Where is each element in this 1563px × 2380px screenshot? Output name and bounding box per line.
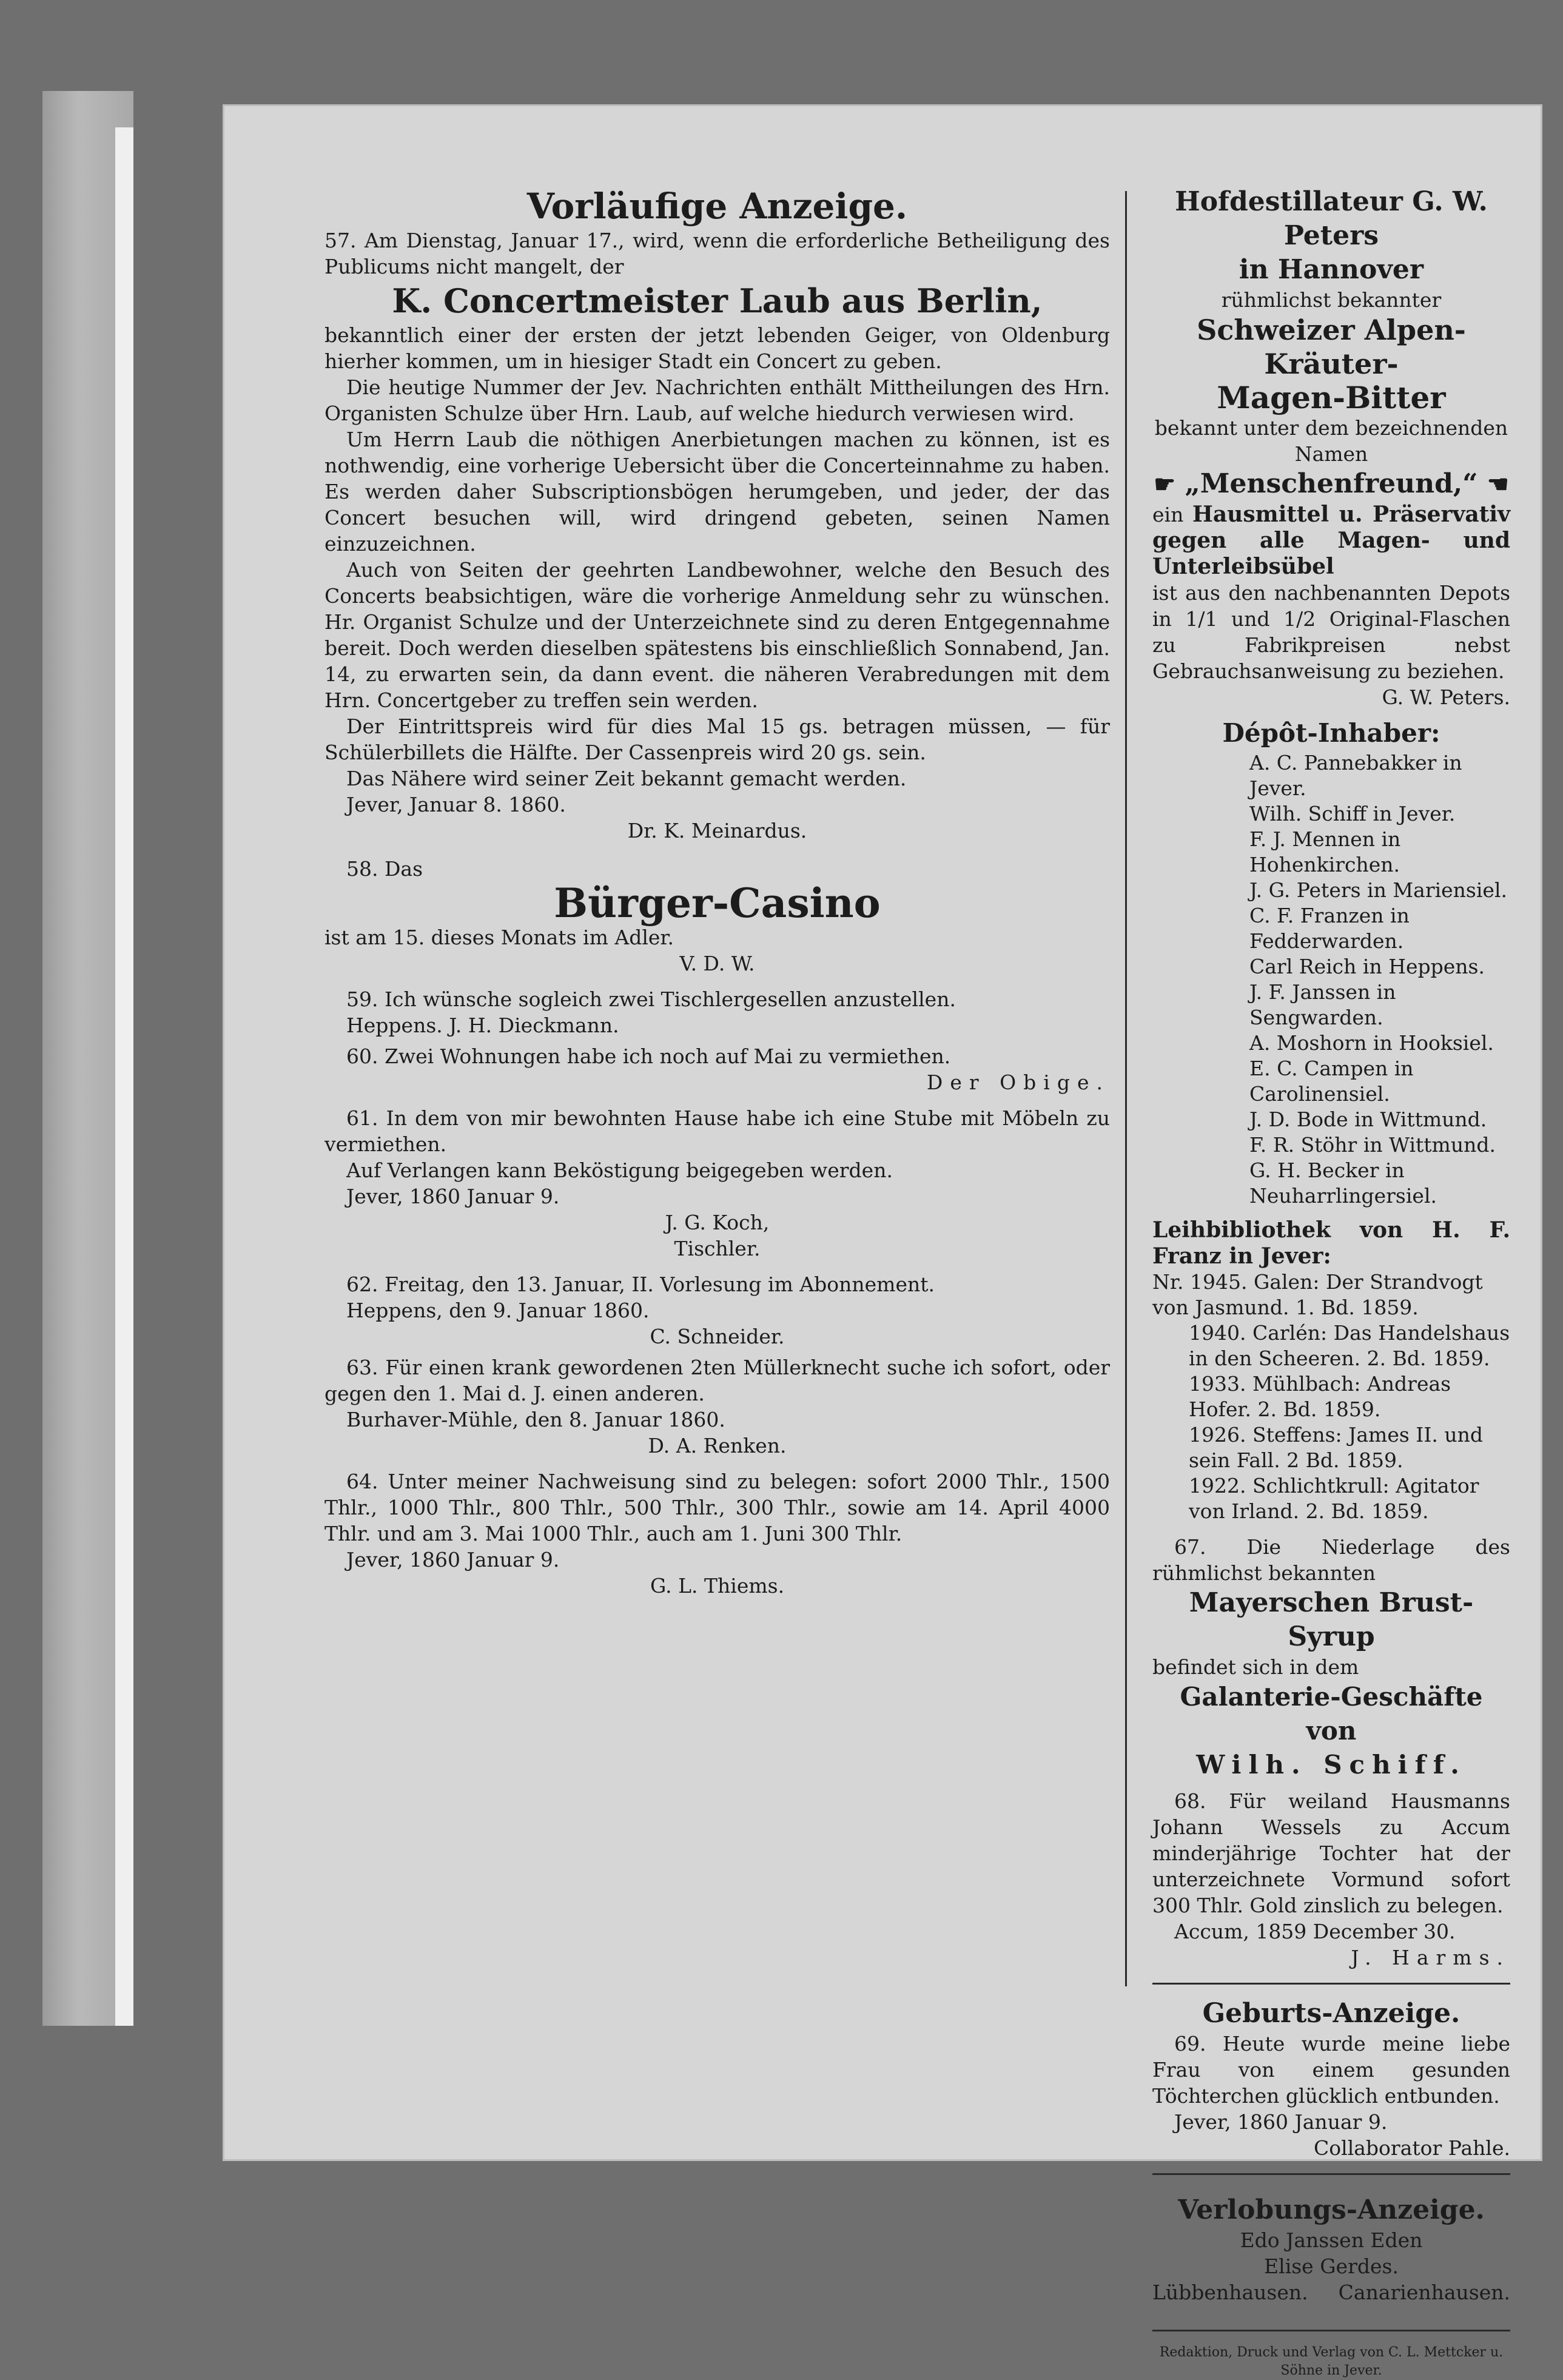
ad-original-flaschen: ist aus den nachbenannten Depots in 1/1 und 1/2 Original-Flaschen zu Fabrikpreisen nebst Gebrauchsanweisung zu beziehen. bbox=[1152, 581, 1510, 683]
depot-item: G. H. Becker in Neuharrlingersiel. bbox=[1249, 1158, 1437, 1208]
pointing-hand-left-icon: ☚ bbox=[1487, 470, 1509, 499]
right-column-content bbox=[1152, 185, 1510, 2380]
ad-57-text: bekanntlich einer der ersten der jetzt lebenden Geiger, von Oldenburg hierher kommen, um in hiesiger Stadt ein Concert zu geben. bbox=[324, 323, 1110, 373]
ad-57-text: Das Nähere wird seiner Zeit bekannt gemacht werden. bbox=[346, 767, 907, 790]
depot-item: J. G. Peters in Mariensiel. bbox=[1249, 878, 1507, 902]
ad-69-signature: Collaborator Pahle. bbox=[1314, 2136, 1510, 2160]
ad-57-intro: 57. Am Dienstag, Januar 17., wird, wenn die erforderliche Betheiligung des Publicums nicht mangelt, der bbox=[324, 229, 1110, 278]
ad-bekannt: bekannt unter dem bezeichnenden Namen bbox=[1154, 416, 1508, 466]
ad-57-text: Der Eintrittspreis wird für dies Mal 15 gs. betragen müssen, — für Schülerbillets die Hälfte. Der Cassenpreis wird 20 gs. sein. bbox=[324, 714, 1110, 764]
engagement-name: Edo Janssen Eden bbox=[1240, 2228, 1423, 2252]
heading-menschenfreund bbox=[1152, 467, 1510, 502]
ad-ruehmlichst: rühmlichst bekannter bbox=[1221, 288, 1442, 312]
ad-57-text: Auch von Seiten der geehrten Landbewohner, welche den Besuch des Concerts beabsichtigen, wäre die vorherige Anmeldung sehr zu wünschen. Hr. Organist Schulze und der Unterzeichnete sind zu deren Entgegennahme bereit. Doch werden dieselben spätestens bis einschließlich Sonnabend, Jan. 14, zu erwarten sein, da dann event. die näheren Verabredungen mit dem Hrn. Concertgeber zu treffen sein werden. bbox=[324, 558, 1110, 712]
menschenfreund-label: „Menschenfreund,“ bbox=[1185, 468, 1478, 499]
library-item: 1933. Mühlbach: Andreas Hofer. 2. Bd. 1859. bbox=[1189, 1372, 1451, 1421]
ad-60-signature: Der Obige. bbox=[926, 1071, 1110, 1094]
heading-schweizer-alpen: Schweizer Alpen-Kräuter- bbox=[1197, 314, 1466, 380]
depot-item: E. C. Campen in Carolinensiel. bbox=[1249, 1057, 1414, 1106]
ad-63-signature: D. A. Renken. bbox=[648, 1434, 787, 1457]
depot-list bbox=[1152, 750, 1510, 1209]
ad-58-signature: V. D. W. bbox=[679, 952, 755, 975]
ad-67-text: 67. Die Niederlage des rühmlichst bekannten bbox=[1152, 1535, 1510, 1585]
ad-61-signature: J. G. Koch, bbox=[665, 1211, 770, 1234]
library-item: 1940. Carlén: Das Handelshaus in den Scheeren. 2. Bd. 1859. bbox=[1189, 1321, 1510, 1370]
ad-58-text: ist am 15. dieses Monats im Adler. bbox=[324, 926, 674, 949]
ad-peters-signature: G. W. Peters. bbox=[1382, 685, 1510, 709]
ad-64-date: Jever, 1860 Januar 9. bbox=[346, 1548, 560, 1572]
ad-63-text: 63. Für einen krank gewordenen 2ten Müllerknecht suche ich sofort, oder gegen den 1. Mai d. J. einen anderen. bbox=[324, 1356, 1110, 1405]
library-item: 1922. Schlichtkrull: Agitator von Irland. 2. Bd. 1859. bbox=[1189, 1474, 1479, 1523]
section-rule bbox=[1152, 1983, 1510, 1985]
depot-item: Carl Reich in Heppens. bbox=[1249, 955, 1485, 978]
depot-item: J. D. Bode in Wittmund. bbox=[1249, 1108, 1487, 1131]
ad-61-date: Jever, 1860 Januar 9. bbox=[346, 1185, 560, 1208]
heading-hannover: in Hannover bbox=[1239, 254, 1424, 285]
ad-64-text: 64. Unter meiner Nachweisung sind zu belegen: sofort 2000 Thlr., 1500 Thlr., 1000 Thlr., 800 Thlr., 500 Thlr., 300 Thlr., sowie am 14. April 4000 Thlr. und am 3. Mai 1000 Thlr., auch am 1. Juni 300 Thlr. bbox=[324, 1470, 1110, 1545]
heading-hofdestillateur: Hofdestillateur G. W. Peters bbox=[1175, 186, 1488, 251]
ad-62-date: Heppens, den 9. Januar 1860. bbox=[346, 1299, 650, 1322]
heading-leihbibliothek: Leihbibliothek von H. F. Franz in Jever: bbox=[1152, 1217, 1510, 1269]
ad-57-text: Die heutige Nummer der Jev. Nachrichten enthält Mittheilungen des Hrn. Organisten Schulze über Hrn. Laub, auf welche hiedurch verwiesen wird. bbox=[324, 375, 1110, 425]
heading-depot-inhaber: Dépôt-Inhaber: bbox=[1222, 718, 1440, 748]
left-column bbox=[324, 185, 1110, 1599]
heading-galanterie: Galanterie-Geschäfte von bbox=[1180, 1682, 1483, 1746]
ad-62-text: 62. Freitag, den 13. Januar, II. Vorlesung im Abonnement. bbox=[346, 1272, 935, 1296]
ad-59-text: 59. Ich wünsche sogleich zwei Tischlergesellen anzustellen. bbox=[346, 987, 956, 1011]
depot-item: F. J. Mennen in Hohenkirchen. bbox=[1249, 827, 1401, 876]
heading-concertmeister: K. Concertmeister Laub aus Berlin, bbox=[392, 281, 1043, 320]
ad-57-signature: Dr. K. Meinardus. bbox=[627, 819, 807, 842]
heading-verlobungs-anzeige: Verlobungs-Anzeige. bbox=[1178, 2194, 1485, 2225]
heading-buerger-casino: Bürger-Casino bbox=[554, 879, 881, 927]
ad-68-date: Accum, 1859 December 30. bbox=[1174, 1920, 1456, 1943]
ein-label: ein bbox=[1152, 503, 1184, 526]
page-stack-edge bbox=[115, 127, 133, 2026]
depot-item: C. F. Franzen in Fedderwarden. bbox=[1249, 904, 1410, 953]
ad-64-signature: G. L. Thiems. bbox=[650, 1574, 785, 1598]
ad-59-signature: Heppens. J. H. Dieckmann. bbox=[346, 1014, 619, 1037]
depot-item: A. C. Pannebakker in Jever. bbox=[1249, 751, 1462, 800]
place-left: Lübbenhausen. bbox=[1152, 2281, 1308, 2304]
heading-mayerschen: Mayerschen Brust-Syrup bbox=[1189, 1587, 1474, 1652]
column-divider bbox=[1125, 191, 1127, 1986]
section-rule bbox=[1152, 2173, 1510, 2175]
ad-57-text: Um Herrn Laub die nöthigen Anerbietungen machen zu können, ist es nothwendig, eine vorherige Uebersicht über die Concerteinnahme zu haben. Es werden daher Subscriptionsbögen herumgeben, und jeder, der das Concert besuchen will, wird dringend gebeten, seinen Namen einzuzeichnen. bbox=[324, 428, 1110, 556]
engagement-places bbox=[1152, 2279, 1510, 2305]
ad-69-text: 69. Heute wurde meine liebe Frau von einem gesunden Töchterchen glücklich entbunden. bbox=[1152, 2032, 1510, 2108]
ad-63-date: Burhaver-Mühle, den 8. Januar 1860. bbox=[346, 1408, 725, 1431]
ad-60-text: 60. Zwei Wohnungen habe ich noch auf Mai zu vermiethen. bbox=[346, 1044, 951, 1068]
depot-item: F. R. Stöhr in Wittmund. bbox=[1249, 1133, 1496, 1157]
ad-68-text: 68. Für weiland Hausmanns Johann Wessels zu Accum minderjährige Tochter hat der unterzeichnete Vormund sofort 300 Thlr. Gold zinslich zu belegen. bbox=[1152, 1789, 1510, 1917]
heading-wilh-schiff: Wilh. Schiff. bbox=[1196, 1750, 1467, 1780]
depot-item: A. Moshorn in Hooksiel. bbox=[1249, 1031, 1494, 1055]
ad-62-signature: C. Schneider. bbox=[650, 1325, 785, 1348]
library-item: Nr. 1945. Galen: Der Strandvogt von Jasmund. 1. Bd. 1859. bbox=[1152, 1270, 1483, 1319]
ad-68-signature: J. Harms. bbox=[1351, 1946, 1510, 1969]
ad-58-intro: 58. Das bbox=[346, 857, 423, 881]
ad-61-signature: Tischler. bbox=[674, 1237, 761, 1260]
depot-item: Wilh. Schiff in Jever. bbox=[1249, 802, 1456, 825]
ad-61-text: 61. In dem von mir bewohnten Hause habe ich eine Stube mit Möbeln zu vermiethen. bbox=[324, 1106, 1110, 1156]
heading-geburts-anzeige: Geburts-Anzeige. bbox=[1202, 1998, 1460, 2029]
newspaper-page bbox=[224, 106, 1541, 2378]
ad-ein bbox=[1152, 502, 1510, 580]
ad-69-date: Jever, 1860 Januar 9. bbox=[1174, 2110, 1388, 2134]
footer-rule bbox=[1152, 2330, 1510, 2331]
library-item: 1926. Steffens: James II. und sein Fall. 2 Bd. 1859. bbox=[1189, 1423, 1483, 1472]
ad-57-date: Jever, Januar 8. 1860. bbox=[346, 793, 566, 816]
imprint-footer: Redaktion, Druck und Verlag von C. L. Mettcker u. Söhne in Jever. bbox=[1159, 2345, 1504, 2378]
ad-67-text: befindet sich in dem bbox=[1152, 1655, 1359, 1679]
ad-61-text: Auf Verlangen kann Beköstigung beigegeben werden. bbox=[346, 1158, 893, 1182]
heading-vorlaeufige-anzeige: Vorläufige Anzeige. bbox=[526, 186, 908, 227]
pointing-hand-right-icon: ☛ bbox=[1154, 470, 1176, 499]
depot-item: J. F. Janssen in Sengwarden. bbox=[1249, 980, 1396, 1029]
heading-magen-bitter: Magen-Bitter bbox=[1217, 380, 1446, 415]
engagement-name: Elise Gerdes. bbox=[1264, 2254, 1399, 2278]
place-right: Canarienhausen. bbox=[1338, 2281, 1510, 2304]
heading-hausmittel: Hausmittel u. Präservativ gegen alle Magen- und Unterleibsübel bbox=[1152, 502, 1510, 579]
